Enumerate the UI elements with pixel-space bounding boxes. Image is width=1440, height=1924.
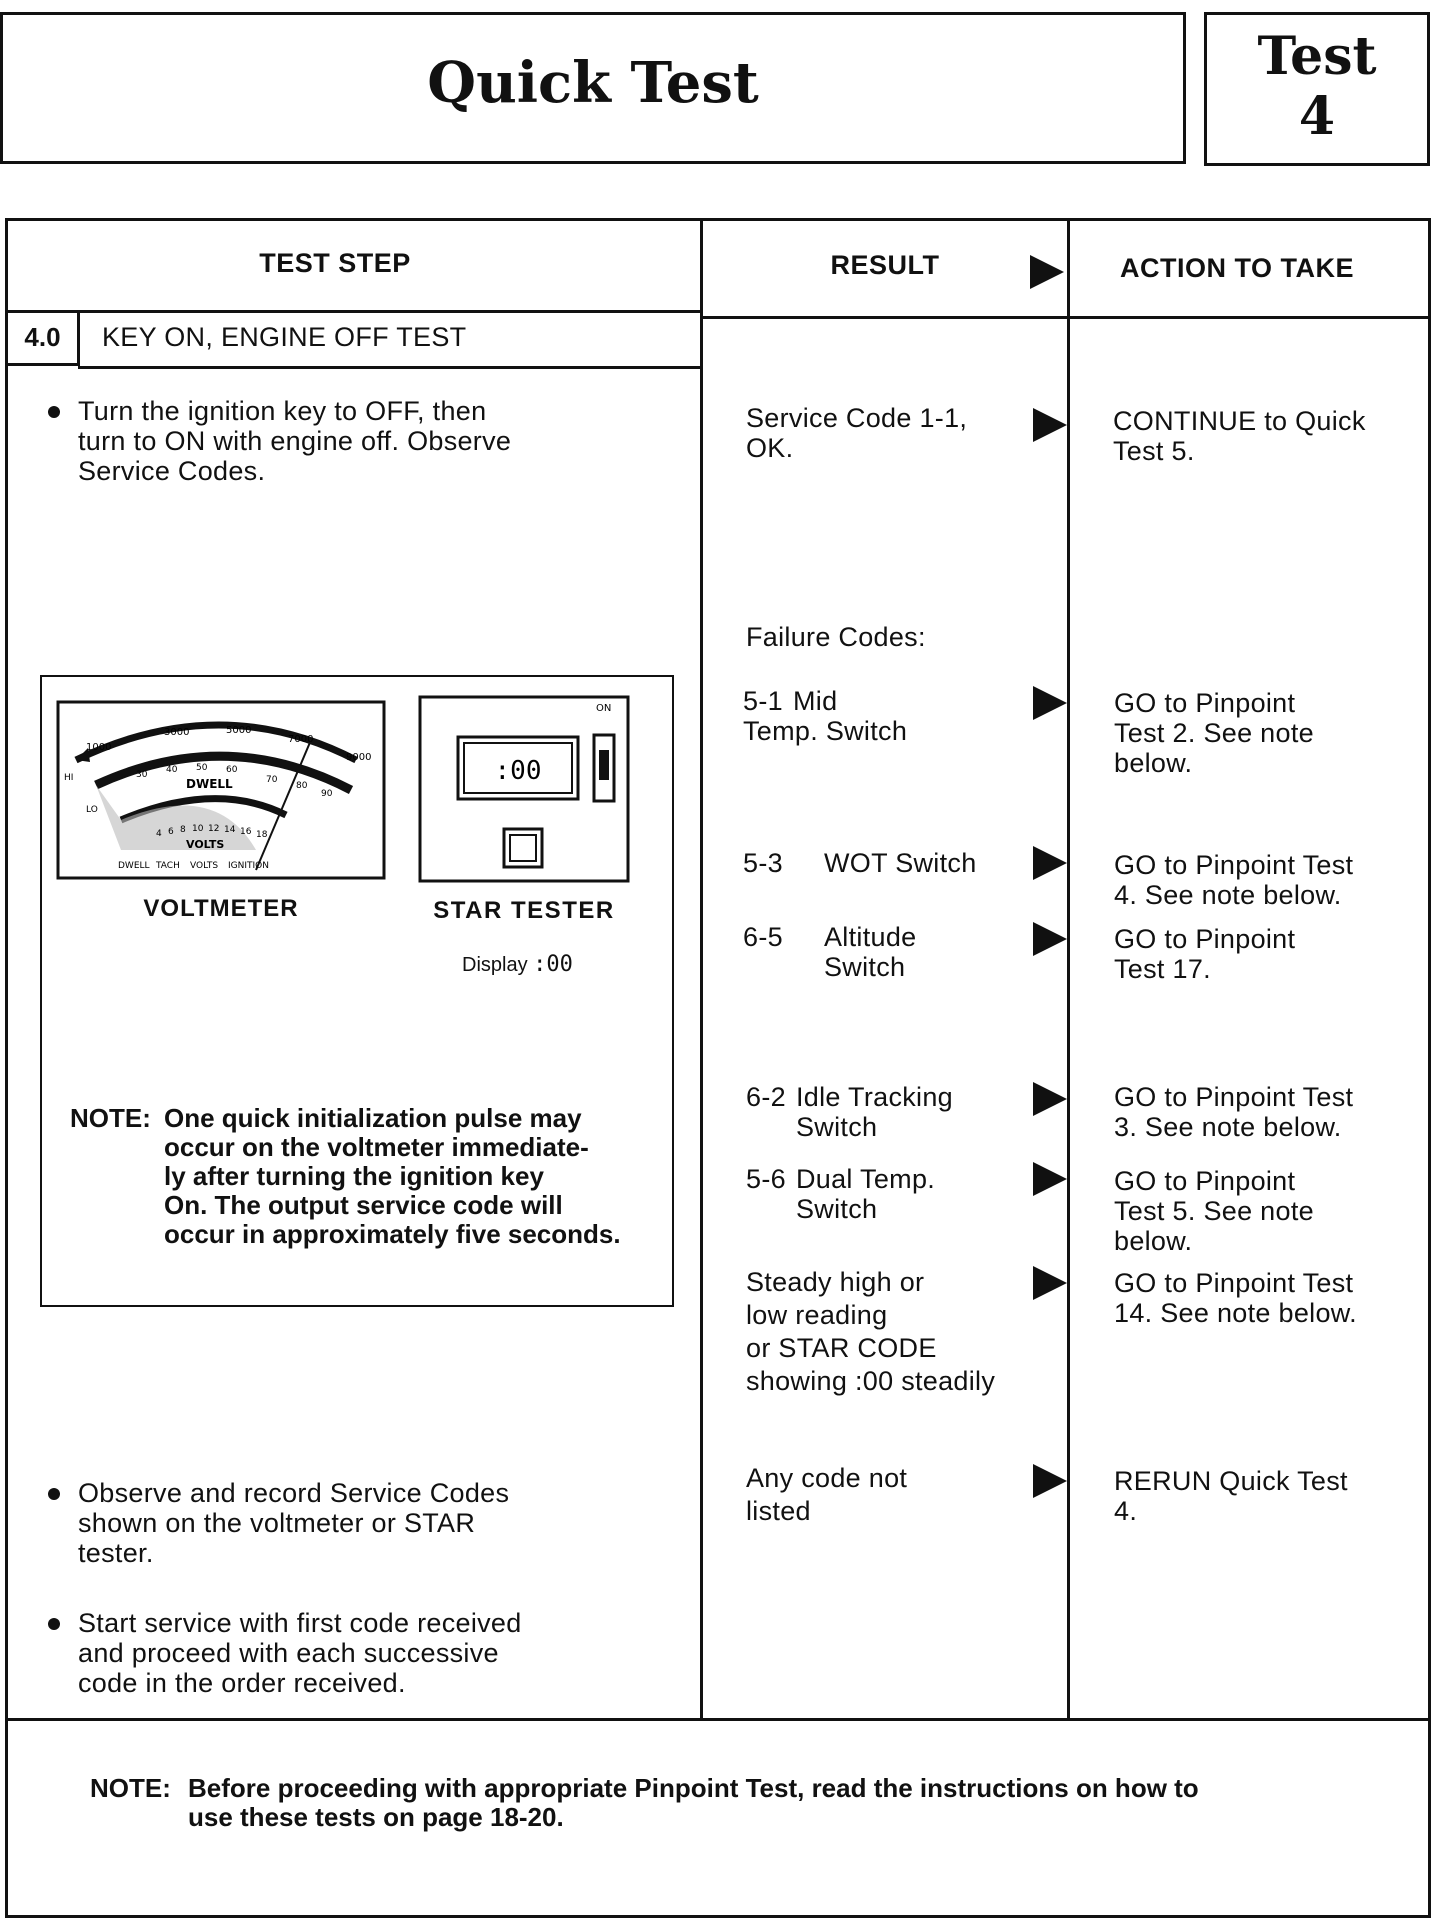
header-rule-step (5, 310, 702, 313)
action-4: GO to Pinpoint Test 17. (1114, 924, 1296, 984)
result-code: 5-3 (743, 848, 783, 878)
rpm-tick-label: 1000 (86, 742, 112, 753)
column-header-action: ACTION TO TAKE (1120, 253, 1354, 283)
hi-label: HI (64, 773, 74, 783)
switch-on-label: ON (596, 703, 612, 714)
volts-tick-label: 8 (180, 825, 186, 835)
result-arrow-icon (1033, 846, 1067, 880)
lcd-display-value: :00 (494, 756, 542, 786)
result-arrow-icon (1033, 686, 1067, 720)
footer-note-text: Before proceeding with appropriate Pinpoint Test, read the instructions on how to use these tests on page 18-20. (188, 1773, 1199, 1832)
action-1: CONTINUE to Quick Test 5. (1113, 406, 1366, 466)
dwell-tick-label: 80 (296, 781, 308, 791)
action-5: GO to Pinpoint Test 3. See note below. (1114, 1082, 1354, 1142)
action-3: GO to Pinpoint Test 4. See note below. (1114, 850, 1354, 910)
result-code: 5-6 (746, 1164, 786, 1194)
bullet-icon (48, 406, 60, 418)
action-7: GO to Pinpoint Test 14. See note below. (1114, 1268, 1357, 1328)
instruction-1: Turn the ignition key to OFF, then turn to ON with engine off. Observe Service Codes. (78, 396, 512, 486)
rpm-tick-label: 9000 (346, 752, 372, 763)
step-number: 4.0 (24, 322, 61, 352)
result-code: 6-2 (746, 1082, 786, 1112)
dwell-tick-label: 50 (196, 763, 208, 773)
volts-tick-label: 6 (168, 827, 174, 837)
display-caption: Display :00 (462, 952, 573, 977)
result-7: Steady high or low reading or STAR CODE showing :00 steadily (746, 1267, 996, 1396)
dwell-tick-label: 90 (321, 789, 333, 799)
bottom-label: DWELL (118, 861, 150, 871)
action-8: RERUN Quick Test 4. (1114, 1466, 1348, 1526)
figure-note-text: One quick initialization pulse may occur on the voltmeter immediate- ly after turning the ignition key On. The output service code will occur in approximately five seconds. (164, 1103, 621, 1249)
footer-note-label: NOTE: (90, 1773, 171, 1803)
step-title: KEY ON, ENGINE OFF TEST (102, 322, 467, 352)
test-label: Test (1257, 26, 1377, 87)
rpm-tick-label: 3000 (164, 727, 190, 738)
voltmeter-graphic (56, 700, 386, 880)
voltmeter-label: VOLTMETER (143, 895, 299, 922)
result-code: 5-1 (743, 686, 783, 716)
volts-tick-label: 18 (256, 830, 268, 840)
result-arrow-icon (1033, 922, 1067, 956)
lo-label: LO (86, 805, 98, 815)
action-2: GO to Pinpoint Test 2. See note below. (1114, 688, 1314, 778)
volts-tick-label: 16 (240, 827, 252, 837)
dwell-tick-label: 30 (136, 770, 148, 780)
bullet-icon (48, 1488, 60, 1500)
result-arrow-icon (1033, 1464, 1067, 1498)
volts-tick-label: 4 (156, 829, 162, 839)
dwell-tick-label: 70 (266, 775, 278, 785)
result-arrow-icon (1030, 255, 1064, 289)
rpm-tick-label: 5000 (226, 725, 252, 736)
rpm-tick-label: 7000 (288, 734, 314, 745)
result-code: 6-5 (743, 922, 783, 952)
star-tester-label: STAR TESTER (433, 897, 615, 924)
result-3: WOT Switch (824, 848, 977, 878)
instruction-3: Start service with first code received and proceed with each successive code in the order received. (78, 1608, 522, 1698)
result-4: Altitude Switch (824, 922, 917, 982)
column-header-test-step: TEST STEP (259, 248, 411, 278)
step-title-rule (78, 366, 702, 369)
result-arrow-icon (1033, 1266, 1067, 1300)
column-divider-2 (1067, 218, 1070, 1718)
volts-tick-label: 14 (224, 825, 236, 835)
volts-tick-label: 12 (208, 824, 220, 834)
instruction-2: Observe and record Service Codes shown on the voltmeter or STAR tester. (78, 1478, 510, 1568)
bottom-label: VOLTS (190, 861, 219, 871)
result-arrow-icon (1033, 408, 1067, 442)
action-6: GO to Pinpoint Test 5. See note below. (1114, 1166, 1314, 1256)
bullet-icon (48, 1618, 60, 1630)
dwell-tick-label: 40 (166, 765, 178, 775)
result-arrow-icon (1033, 1162, 1067, 1196)
volts-scale-word: VOLTS (186, 838, 225, 851)
result-6: Dual Temp. Switch (796, 1164, 936, 1224)
result-2: Mid Temp. Switch (743, 686, 908, 746)
dwell-scale-word: DWELL (186, 777, 233, 791)
column-header-result: RESULT (830, 250, 940, 280)
volts-tick-label: 10 (192, 824, 204, 834)
bottom-label: TACH (156, 861, 180, 871)
result-1: Service Code 1-1, OK. (746, 403, 968, 463)
test-number: 4 (1298, 86, 1336, 147)
column-divider-1 (700, 218, 703, 1718)
failure-codes-label: Failure Codes: (746, 622, 926, 652)
figure-note-label: NOTE: (70, 1103, 151, 1133)
header-rule-result (700, 316, 1431, 319)
dwell-tick-label: 60 (226, 765, 238, 775)
footer-rule (5, 1718, 1431, 1721)
page-title: Quick Test (427, 50, 759, 116)
result-8: Any code not listed (746, 1463, 908, 1526)
star-tester-graphic (418, 695, 630, 883)
bottom-label: IGNITION (228, 861, 269, 871)
result-arrow-icon (1033, 1082, 1067, 1116)
result-5: Idle Tracking Switch (796, 1082, 953, 1142)
